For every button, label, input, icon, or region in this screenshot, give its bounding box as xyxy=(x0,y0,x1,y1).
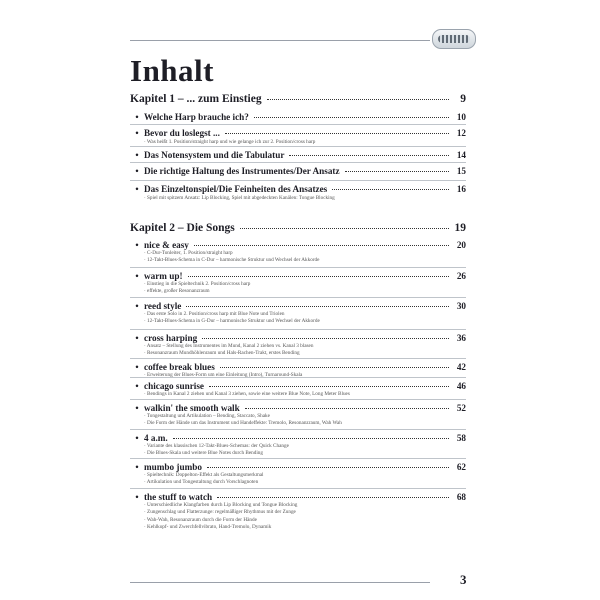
page-title: Inhalt xyxy=(130,53,214,88)
subtopic-line: · Tongestaltung und Artikulation – Bending, Staccato, Shake xyxy=(144,413,270,419)
subtopic-line: · Kehlkopf- und Zwerchfellvibrato, Hand-Tremolo, Dynamik xyxy=(144,524,272,531)
entry-subtopics xyxy=(144,472,464,487)
toc-entry[interactable] xyxy=(130,492,466,502)
toc-entry[interactable] xyxy=(130,301,466,311)
bullet-icon: • xyxy=(135,112,139,122)
bullet-icon: • xyxy=(135,184,139,194)
bullet-icon: • xyxy=(135,492,139,502)
subtopic-line: · Einstieg in die Spieltechnik 2. Position/cross harp xyxy=(144,281,251,287)
dot-leader xyxy=(173,438,449,439)
dot-leader xyxy=(240,228,449,229)
toc-entry-label: warm up! xyxy=(144,271,183,281)
toc-entry-label: Das Notensystem und die Tabulatur xyxy=(144,150,285,160)
entry-subtopics xyxy=(144,443,464,458)
bullet-icon: • xyxy=(135,128,139,138)
toc-entry-page: 36 xyxy=(456,333,466,343)
toc-entry[interactable] xyxy=(130,112,466,122)
toc-entry[interactable] xyxy=(130,362,466,372)
bullet-icon: • xyxy=(135,362,139,372)
subtopic-line: · Wah-Wah, Resonanzraum durch die Form der Hände xyxy=(144,516,257,523)
toc-entry-label: 4 a.m. xyxy=(144,433,168,443)
entry-subtopics xyxy=(144,281,464,296)
entry-subtopics xyxy=(144,372,464,379)
toc-entry[interactable] xyxy=(130,271,466,281)
entry-subtopics xyxy=(144,343,464,358)
toc-entry-page: 12 xyxy=(456,128,466,138)
entry-separator xyxy=(130,297,466,298)
toc-entry-page: 16 xyxy=(456,184,466,194)
subtopic-line: · Bendings in Kanal 2 ziehen und Kanal 3 ziehen, sowie eine weitere Blue Note, Long Meter Blues xyxy=(144,391,350,397)
toc-entry[interactable] xyxy=(130,166,466,176)
dot-leader xyxy=(194,245,449,246)
toc-entry[interactable] xyxy=(130,333,466,343)
toc-entry-page: 20 xyxy=(456,240,466,250)
toc-entry[interactable] xyxy=(130,403,466,413)
bullet-icon: • xyxy=(135,403,139,413)
toc-entry-label: mumbo jumbo xyxy=(144,462,202,472)
subtopic-line: · 12-Takt-Blues-Schema in C-Dur – harmonische Struktur und Wechsel der Akkorde xyxy=(144,257,320,264)
toc-entry-label: walkin' the smooth walk xyxy=(144,403,240,413)
page-number: 3 xyxy=(460,572,467,587)
subtopic-line: · Ansatz – Stellung des Instrumentes im Mund, Kanal 2 ziehen vs. Kanal 3 blasen xyxy=(144,343,314,349)
toc-entry-label: the stuff to watch xyxy=(144,492,213,502)
entry-subtopics xyxy=(144,502,464,532)
entry-separator xyxy=(130,146,466,147)
toc-entry-page: 68 xyxy=(456,492,466,502)
chapter-1-heading-label: Kapitel 1 – ... zum Einstieg xyxy=(130,93,262,105)
entry-separator xyxy=(130,377,466,378)
subtopic-line: · Spieltechnik: Doppelton-Effekt als Gestaltungsmerkmal xyxy=(144,472,264,478)
subtopic-line: · Artikulation und Tongestaltung durch Vorschlagnoten xyxy=(144,479,259,486)
dot-leader xyxy=(332,189,449,190)
entry-subtopics xyxy=(144,413,464,428)
toc-entry[interactable] xyxy=(130,184,466,194)
entry-subtopics xyxy=(144,391,464,398)
subtopic-line: · Variante des klassischen 12-Takt-Blues-Schemas: der Quick Change xyxy=(144,443,289,449)
toc-entry-label: reed style xyxy=(144,301,182,311)
chapter-1-heading[interactable] xyxy=(130,93,466,105)
subtopic-line: · Was heißt 1. Position/straight harp und wie gelange ich zur 2. Position/cross harp xyxy=(144,139,316,145)
entry-separator xyxy=(130,267,466,268)
toc-entry-page: 14 xyxy=(456,150,466,160)
dot-leader xyxy=(217,497,449,498)
dot-leader xyxy=(267,99,449,100)
toc-entry-page: 15 xyxy=(456,166,466,176)
toc-entry-page: 58 xyxy=(456,433,466,443)
subtopic-line: · Die Blues-Skala und weitere Blue Notes durch Bending xyxy=(144,450,263,457)
bullet-icon: • xyxy=(135,381,139,391)
dot-leader xyxy=(202,338,449,339)
toc-entry[interactable] xyxy=(130,381,466,391)
chapter-2-heading-label: Kapitel 2 – Die Songs xyxy=(130,222,235,234)
dot-leader xyxy=(209,386,449,387)
toc-entry-label: nice & easy xyxy=(144,240,189,250)
entry-subtopics xyxy=(144,311,464,326)
subtopic-line: · Das erste Solo in 2. Position/cross harp mit Blue Note und Triolen xyxy=(144,311,285,317)
toc-entry-label: chicago sunrise xyxy=(144,381,204,391)
subtopic-line: · Die Form der Hände um das Instrument und Handeffekte: Tremolo, Resonanzraum, Wah Wah xyxy=(144,420,342,427)
toc-entry-page: 26 xyxy=(456,271,466,281)
chapter-2-heading-page: 19 xyxy=(454,222,466,234)
bullet-icon: • xyxy=(135,240,139,250)
bullet-icon: • xyxy=(135,462,139,472)
entry-separator xyxy=(130,180,466,181)
entry-separator xyxy=(130,399,466,400)
bullet-icon: • xyxy=(135,433,139,443)
entry-separator xyxy=(130,458,466,459)
chapter-2-heading[interactable] xyxy=(130,222,466,234)
toc-entry-page: 46 xyxy=(456,381,466,391)
subtopic-line: · Erweiterung der Blues-Form um eine Einleitung (Intro), Turnaround-Skala xyxy=(144,372,303,378)
subtopic-line: · 12-Takt-Blues-Schema in G-Dur – harmonische Struktur und Wechsel der Akkorde xyxy=(144,318,320,325)
bullet-icon: • xyxy=(135,166,139,176)
toc-entry-page: 42 xyxy=(456,362,466,372)
subtopic-line: · effekte, großer Resonanzraum xyxy=(144,288,210,295)
dot-leader xyxy=(345,171,449,172)
bullet-icon: • xyxy=(135,150,139,160)
toc-entry-label: Welche Harp brauche ich? xyxy=(144,112,249,122)
toc-entry[interactable] xyxy=(130,462,466,472)
entry-subtopics xyxy=(144,195,464,202)
dot-leader xyxy=(245,408,449,409)
bullet-icon: • xyxy=(135,333,139,343)
dot-leader xyxy=(207,467,449,468)
toc-entry-label: Das Einzeltonspiel/Die Feinheiten des Ansatzes xyxy=(144,184,328,194)
toc-entry-page: 30 xyxy=(456,301,466,311)
subtopic-line: · Spiel mit spitzem Ansatz: Lip Blocking, Spiel mit abgedeckten Kanälen: Tongue Blocking xyxy=(144,195,335,201)
toc-entry[interactable] xyxy=(130,128,466,138)
entry-separator xyxy=(130,488,466,489)
toc-entry-page: 62 xyxy=(456,462,466,472)
toc-entry-label: coffee break blues xyxy=(144,362,215,372)
entry-separator xyxy=(130,429,466,430)
dot-leader xyxy=(188,276,449,277)
toc-entry[interactable] xyxy=(130,240,466,250)
entry-separator xyxy=(130,124,466,125)
toc-entry-page: 10 xyxy=(456,112,466,122)
entry-subtopics xyxy=(144,250,464,265)
toc-entry[interactable] xyxy=(130,150,466,160)
dot-leader xyxy=(186,306,449,307)
entry-separator xyxy=(130,358,466,359)
subtopic-line: · Zungenschlag und Flatterzunge: regelmäßiger Rhythmus mit der Zunge xyxy=(144,509,296,516)
dot-leader xyxy=(225,133,449,134)
dot-leader xyxy=(220,367,449,368)
toc-entry-label: Die richtige Haltung des Instrumentes/Der Ansatz xyxy=(144,166,340,176)
toc-entry-page: 52 xyxy=(456,403,466,413)
bullet-icon: • xyxy=(135,271,139,281)
footer-rule xyxy=(130,582,430,583)
entry-separator xyxy=(130,162,466,163)
toc-entry-label: Bevor du loslegst ... xyxy=(144,128,220,138)
subtopic-line: · Unterschiedliche Klangfarben durch Lip Blocking und Tongue Blocking xyxy=(144,502,298,508)
entry-separator xyxy=(130,329,466,330)
dot-leader xyxy=(289,155,449,156)
bullet-icon: • xyxy=(135,301,139,311)
subtopic-line: · Resonanzraum Mundhöhlenraum und Hals-Rachen-Trakt, erstes Bending xyxy=(144,350,300,357)
chapter-1-heading-page: 9 xyxy=(460,93,466,105)
dot-leader xyxy=(254,117,449,118)
subtopic-line: · C-Dur-Tonleiter, 1. Position/straight harp xyxy=(144,250,233,256)
toc-entry[interactable] xyxy=(130,433,466,443)
toc-entry-label: cross harping xyxy=(144,333,198,343)
